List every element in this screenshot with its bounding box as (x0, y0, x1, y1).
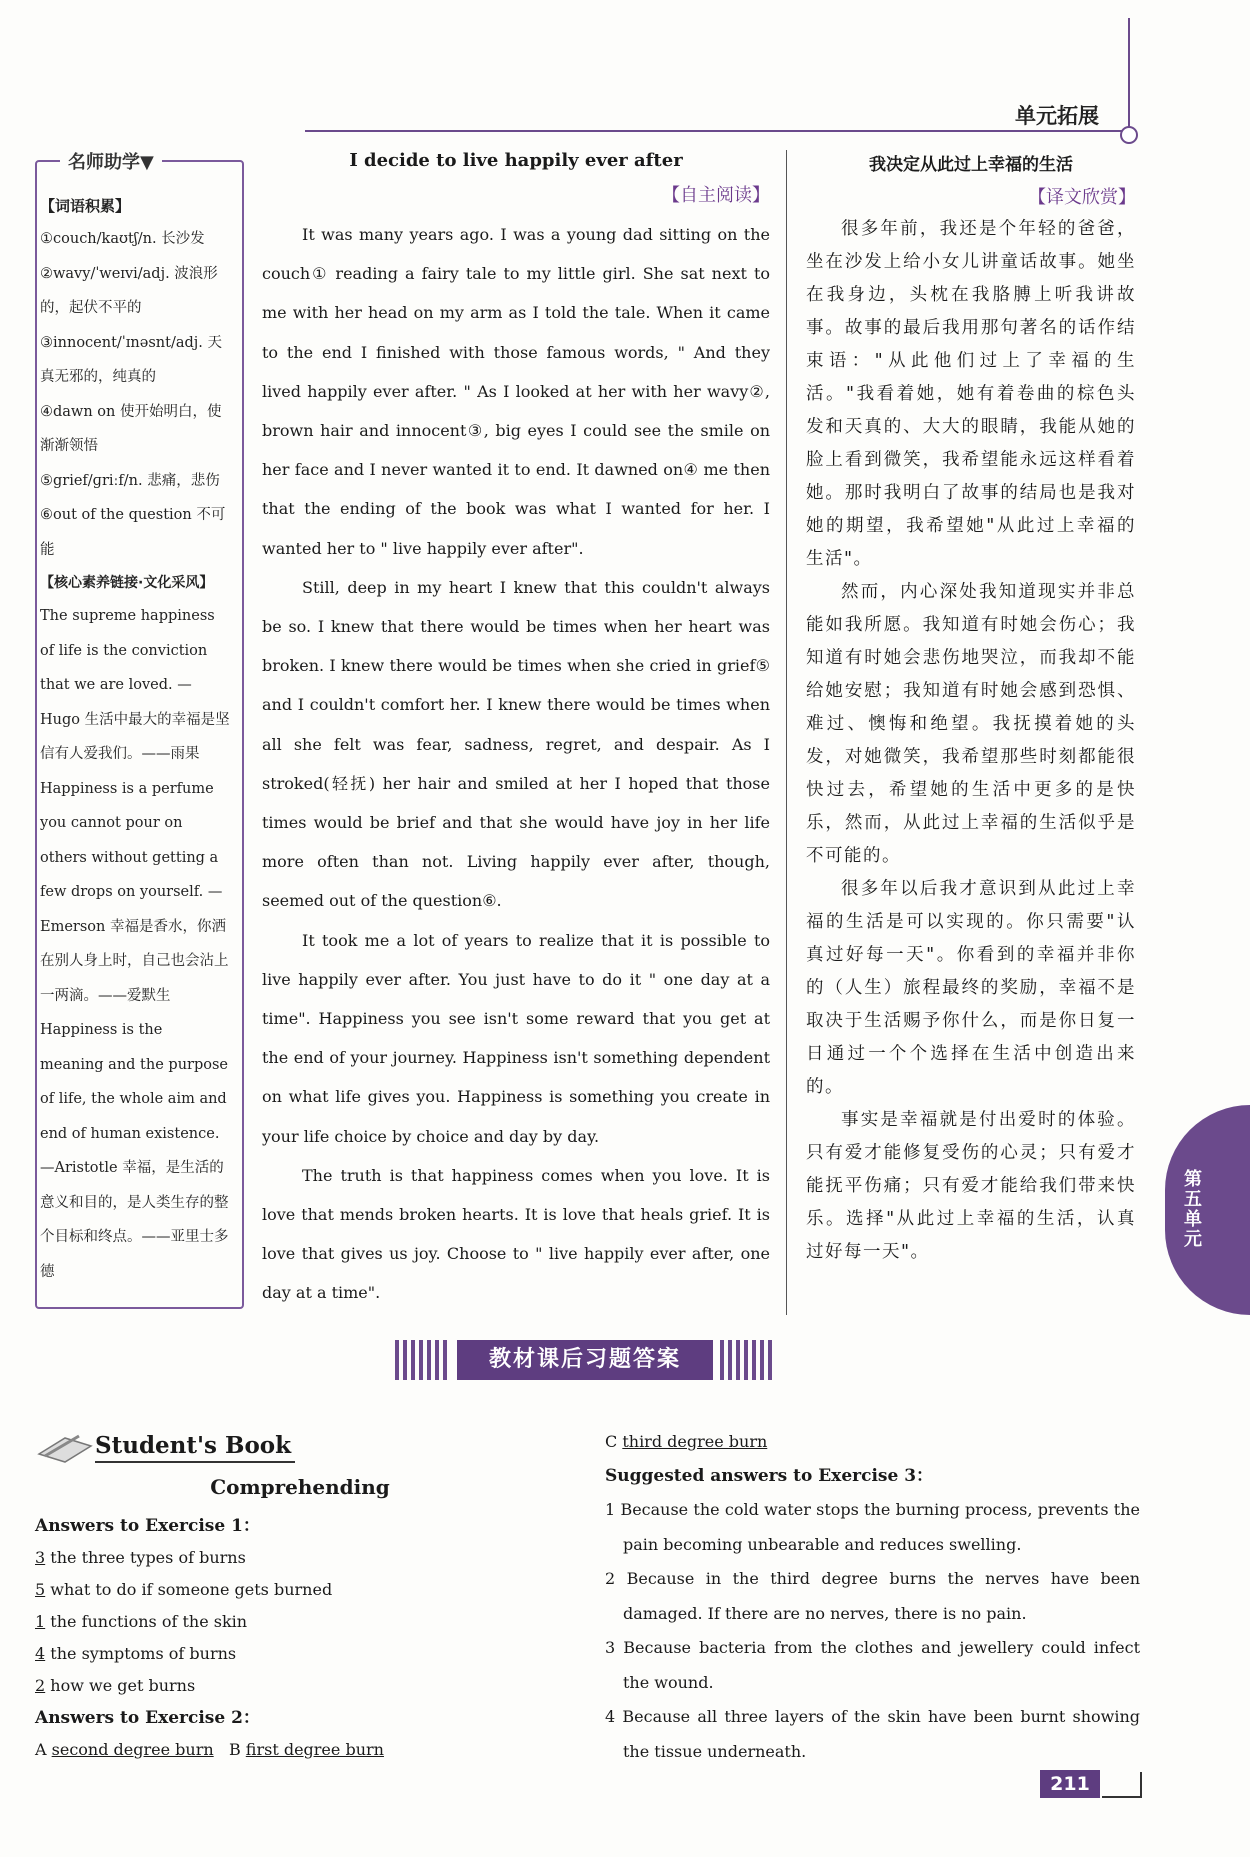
section-title: 单元拓展 (1015, 104, 1099, 128)
list-item: 2 Because in the third degree burns the nerves have been damaged. If there are no nerves, there is no pain. (605, 1569, 1140, 1623)
column-divider (786, 150, 787, 1315)
banner-title: 教材课后习题答案 (457, 1340, 713, 1380)
chinese-paragraph: 事实是幸福就是付出爱时的体验。只有爱才能修复受伤的心灵；只有爱才能抚平伤痛；只有爱才能给我们带来快乐。选择"从此过上幸福的生活，认真过好每一天"。 (806, 1110, 1136, 1262)
quote-item: Happiness is a perfume you cannot pour on others without getting a few drops on yourself. —Emerson 幸福是香水，你洒在别人身上时，自己也会沾上一两滴。——爱默生 (40, 780, 229, 1004)
vocab-item: ④dawn on 使开始明白，使渐渐领悟 (40, 403, 222, 454)
english-tag: 【自主阅读】 (662, 185, 770, 206)
english-title: I decide to live happily ever after (349, 150, 683, 171)
list-item (35, 1574, 575, 1606)
banner-stripes-right (720, 1340, 775, 1380)
header-vertical-line (1128, 18, 1130, 130)
exercise-3-heading: Suggested answers to Exercise 3： (605, 1466, 934, 1486)
culture-heading: 【核心素养链接·文化采风】 (40, 575, 214, 591)
header-dot (1120, 126, 1138, 144)
answer-text: the functions of the skin (45, 1612, 248, 1631)
list-item (605, 1425, 1140, 1459)
exercise-2-heading: Answers to Exercise 2： (35, 1708, 260, 1728)
answer-number: 2 (35, 1676, 46, 1695)
answer-number: 1 (35, 1612, 46, 1631)
english-paragraph: The truth is that happiness comes when you love. It is love that mends broken hearts. It is love that heals grief. It is love that gives us joy. Choose to " live happily ever after, one day at a time". (262, 1165, 770, 1303)
page-arrow-icon (1102, 1772, 1142, 1798)
answer-b: first degree burn (245, 1740, 384, 1759)
quote-item: Happiness is the meaning and the purpose of life, the whole aim and end of human existence. —Aristotle 幸福，是生活的意义和目的，是人类生存的整个目标和终点。——亚里士多德 (40, 1022, 229, 1280)
english-article (262, 150, 770, 1313)
english-paragraph: It took me a lot of years to realize that it is possible to live happily ever after. You just have to do it " one day at a time". Happiness you see isn't some reward that you get at the end of your journey. Happiness isn't something dependent on what life gives you. Happiness is something you create in your life choice by choice and day by day. (262, 930, 770, 1146)
vocab-heading: 【词语积累】 (40, 197, 131, 215)
list-item (35, 1638, 575, 1670)
student-book-title: Student's Book (95, 1432, 295, 1463)
list-item: 4 Because all three layers of the skin have been burnt showing the tissue underneath. (605, 1707, 1140, 1761)
chinese-translation (806, 150, 1136, 1269)
page-number: 211 (1040, 1770, 1100, 1798)
answer-label: B (228, 1740, 246, 1759)
answer-text: the three types of burns (45, 1548, 246, 1567)
chinese-tag: 【译文欣赏】 (1028, 187, 1136, 208)
english-paragraph: Still, deep in my heart I knew that this couldn't always be so. I knew that there would be times when her heart was broken. I knew there would be times when she cried in grief⑤ and I couldn't comfort her. I knew there would be times when all she felt was fear, sadness, regret, and despair. As I stroked(轻抚) her hair and smiled at her I hoped that those times would be brief and that she would have joy in her life more often than not. Living happily ever after, though, seemed out of the question⑥. (262, 577, 770, 911)
chinese-title: 我决定从此过上幸福的生活 (869, 155, 1073, 175)
list-item (35, 1542, 575, 1574)
sidebar-title: 名师助学▼ (60, 148, 162, 174)
vocab-item: ②wavy/ˈweɪvi/adj. 波浪形的，起伏不平的 (40, 265, 218, 316)
answer-text: what to do if someone gets burned (45, 1580, 333, 1599)
list-item (35, 1670, 575, 1702)
list-item (35, 1606, 575, 1638)
sidebar-content (40, 190, 230, 1289)
header-rule (305, 130, 1125, 132)
answer-number: 4 (35, 1644, 46, 1663)
banner-stripes-left (395, 1340, 450, 1380)
answer-label: C (605, 1432, 623, 1451)
exercise-1-heading: Answers to Exercise 1： (35, 1516, 260, 1536)
vocab-item: ①couch/kaʊtʃ/n. 长沙发 (40, 231, 205, 247)
list-item: 3 Because bacteria from the clothes and jewellery could infect the wound. (605, 1638, 1140, 1692)
answer-number: 5 (35, 1580, 46, 1599)
english-paragraph: It was many years ago. I was a young dad sitting on the couch① reading a fairy tale to my little girl. She sat next to me with her head on my arm as I told the tale. When it came to the end I finished with those famous words, " And they lived happily ever after. " As I looked at her with her wavy②, brown hair and innocent③, big eyes I could see the smile on her face and I never wanted it to end. It dawned on④ me then that the ending of the book was what I wanted for her. I wanted her to " live happily ever after". (262, 225, 770, 558)
answers-banner (395, 1340, 775, 1380)
answer-text: the symptoms of burns (45, 1644, 237, 1663)
pencil-icon (35, 1432, 93, 1466)
chinese-paragraph: 很多年前，我还是个年轻的爸爸，坐在沙发上给小女儿讲童话故事。她坐在我身边，头枕在我胳膊上听我讲故事。故事的最后我用那句著名的话作结束语："从此他们过上了幸福的生活。"我看着她，她有着卷曲的棕色头发和天真的、大大的眼睛，我能从她的脸上看到微笑，我希望能永远这样看着她。那时我明白了故事的结局也是我对她的期望，我希望她"从此过上幸福的生活"。 (806, 219, 1136, 569)
answer-number: 3 (35, 1548, 46, 1567)
chinese-paragraph: 很多年以后我才意识到从此过上幸福的生活是可以实现的。你只需要"认真过好每一天"。你看到的幸福并非你的（人生）旅程最终的奖励，幸福不是取决于生活赐予你什么，而是你日复一日通过一个个选择在生活中创造出来的。 (806, 879, 1136, 1097)
quote-item: The supreme happiness of life is the conviction that we are loved. —Hugo 生活中最大的幸福是坚信有人爱我们。——雨果 (40, 608, 230, 762)
answer-c: third degree burn (622, 1432, 768, 1451)
vocab-item: ③innocent/ˈɪnəsnt/adj. 天真无邪的，纯真的 (40, 334, 222, 385)
unit-side-tab-label: 第五单元 (1184, 1169, 1202, 1250)
answer-text: how we get burns (45, 1676, 196, 1695)
comprehending-title: Comprehending (210, 1475, 390, 1499)
list-item: 1 Because the cold water stops the burning process, prevents the pain becoming unbearable and reduces swelling. (605, 1500, 1140, 1554)
chinese-paragraph: 然而，内心深处我知道现实并非总能如我所愿。我知道有时她会伤心；我知道有时她会悲伤地哭泣，而我却不能给她安慰；我知道有时她会感到恐惧、难过、懊悔和绝望。我抚摸着她的头发，对她微笑，我希望那些时刻都能很快过去，希望她的生活中更多的是快乐，然而，从此过上幸福的生活似乎是不可能的。 (806, 582, 1136, 866)
answers-left (35, 1510, 575, 1766)
answer-a: second degree burn (51, 1740, 214, 1759)
list-item (35, 1734, 575, 1766)
answers-right (605, 1425, 1140, 1769)
vocab-item: ⑤grief/ɡriːf/n. 悲痛，悲伤 (40, 472, 220, 489)
vocab-item: ⑥out of the question 不可能 (40, 507, 226, 558)
answer-label: A (35, 1740, 52, 1759)
